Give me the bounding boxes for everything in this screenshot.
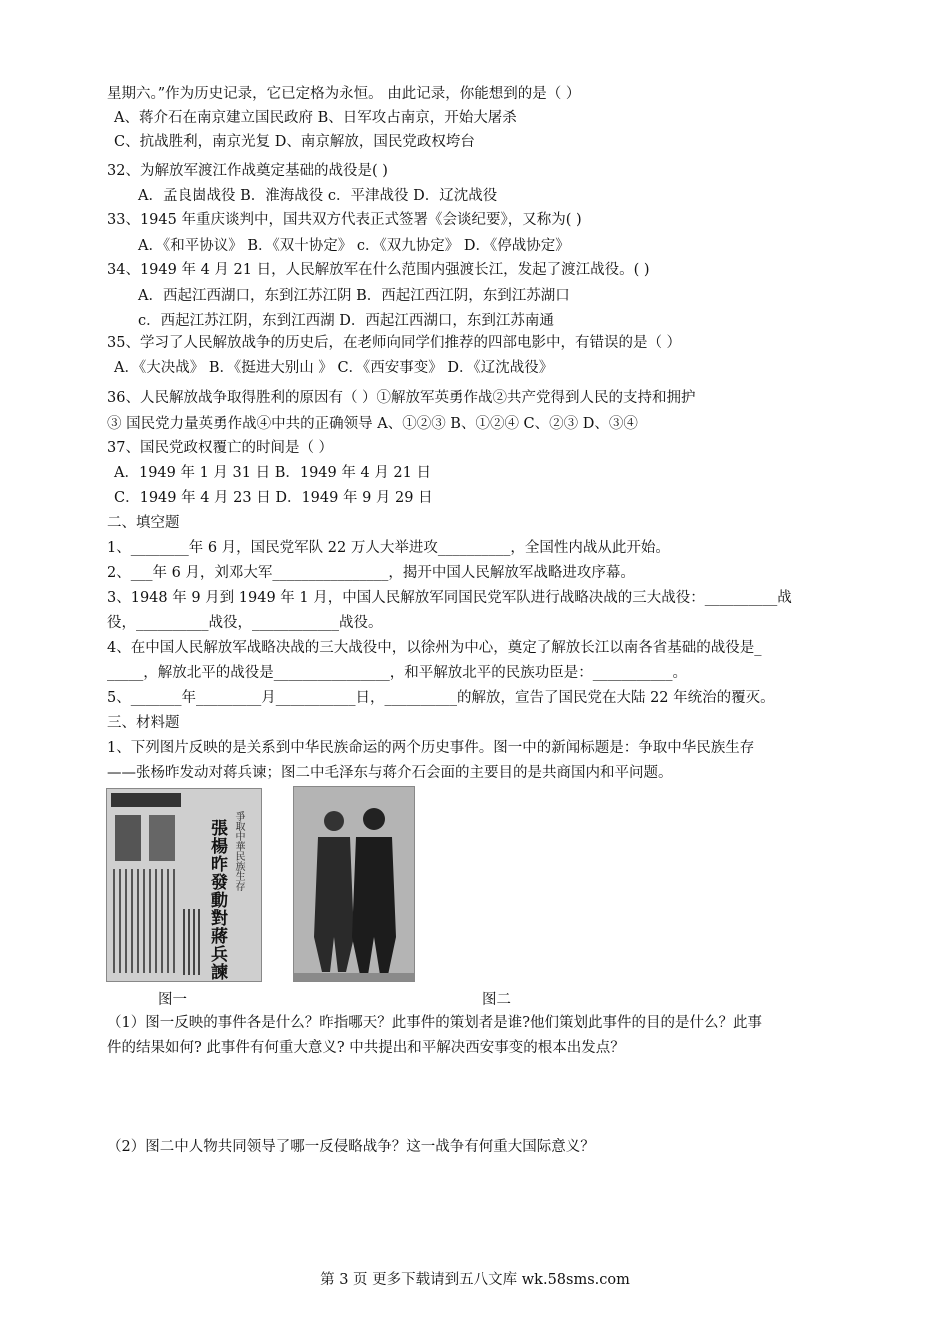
- question-37-options-ab: A．1949 年 1 月 31 日 B．1949 年 4 月 21 日: [114, 465, 431, 481]
- fill-in-1: 1、________年 6 月，国民党军队 22 万人大举进攻__________，全国性内战从此开始。: [107, 540, 670, 556]
- newspaper-masthead: [111, 793, 181, 807]
- material-1-question-1-line1: （1）图一反映的事件各是什么？昨指哪天？此事件的策划者是谁?他们策划此事件的目的是什么？此事: [107, 1015, 762, 1031]
- question-33-options: A．《和平协议》 B．《双十协定》 c．《双九协定》 D．《停战协定》: [138, 238, 570, 254]
- question-31-options-ab: A、蒋介石在南京建立国民政府 B、日军攻占南京，开始大屠杀: [114, 110, 517, 126]
- question-34-options-ab: A．西起江西湖口，东到江苏江阴 B．西起江西江阴，东到江苏湖口: [138, 288, 570, 304]
- fill-in-4-line1: 4、在中国人民解放军战略决战的三大战役中，以徐州为中心，奠定了解放长江以南各省基础的战役是_: [107, 640, 762, 656]
- fill-in-3-line2: 役，__________战役，____________战役。: [107, 615, 383, 631]
- newspaper-text-columns: [113, 869, 177, 973]
- question-31-stem-end: 星期六。”作为历史记录，它已定格为永恒。 由此记录，你能想到的是（ ）: [107, 86, 581, 102]
- question-34-stem: 34、1949 年 4 月 21 日，人民解放军在什么范围内强渡长江，发起了渡江战役。( ): [107, 262, 650, 278]
- question-32-options: A．孟良崮战役 B．淮海战役 c．平津战役 D．辽沈战役: [138, 188, 498, 204]
- material-1-question-1-line2: 件的结果如何? 此事件有何重大意义? 中共提出和平解决西安事变的根本出发点？: [107, 1040, 625, 1056]
- page-footer: 第 3 页 更多下载请到五八文库 wk.58sms.com: [320, 1272, 630, 1288]
- material-1-question-2: （2）图二中人物共同领导了哪一反侵略战争？这一战争有何重大国际意义？: [107, 1139, 595, 1155]
- question-37-options-cd: C．1949 年 4 月 23 日 D．1949 年 9 月 29 日: [114, 490, 433, 506]
- material-1-intro-line2: ——张杨昨发动对蒋兵谏；图二中毛泽东与蒋介石会面的主要目的是共商国内和平问题。: [107, 765, 673, 781]
- question-33-stem: 33、1945 年重庆谈判中，国共双方代表正式签署《会谈纪要》，又称为( ): [107, 212, 582, 228]
- question-31-options-cd: C、抗战胜利，南京光复 D、南京解放，国民党政权垮台: [114, 134, 475, 150]
- figure-1-newspaper-image: [106, 788, 262, 982]
- newspaper-portrait-right: [149, 815, 175, 861]
- fill-in-3-line1: 3、1948 年 9 月到 1949 年 1 月，中国人民解放军同国民党军队进行战略决战的三大战役：__________战: [107, 590, 792, 606]
- photo-figures-graphic: [294, 787, 414, 981]
- question-36-options: ③ 国民党力量英勇作战④中共的正确领导 A、①②③ B、①②④ C、②③ D、③④: [107, 416, 638, 432]
- fill-in-4-line2: _____，解放北平的战役是________________，和平解放北平的民族功臣是：___________。: [107, 665, 687, 681]
- question-32-stem: 32、为解放军渡江作战奠定基础的战役是( ): [107, 163, 388, 179]
- material-1-intro-line1: 1、下列图片反映的是关系到中华民族命运的两个历史事件。图一中的新闻标题是：争取中华民族生存: [107, 740, 755, 756]
- fill-in-5: 5、_______年_________月___________日，__________的解放，宣告了国民党在大陆 22 年统治的覆灭。: [107, 690, 775, 706]
- figure-1-caption: 图一: [158, 992, 187, 1008]
- fill-in-2: 2、___年 6 月，刘邓大军________________，揭开中国人民解放军战略进攻序幕。: [107, 565, 635, 581]
- figure-2-caption: 图二: [482, 992, 511, 1008]
- question-36-stem: 36、人民解放战争取得胜利的原因有（ ）①解放军英勇作战②共产党得到人民的支持和拥护: [107, 390, 696, 406]
- section-fill-in-heading: 二、填空题: [107, 515, 180, 531]
- newspaper-headline: 張楊昨發動對蔣兵諫: [207, 819, 227, 981]
- question-34-options-cd: c．西起江苏江阴，东到江西湖 D．西起江西湖口，东到江苏南通: [138, 313, 554, 329]
- newspaper-portrait-left: [115, 815, 141, 861]
- newspaper-subhead: 爭取中華民族生存: [233, 811, 244, 891]
- question-37-stem: 37、国民党政权覆亡的时间是（ ）: [107, 440, 334, 456]
- question-35-stem: 35、学习了人民解放战争的历史后，在老师向同学们推荐的四部电影中，有错误的是（ ）: [107, 335, 682, 351]
- question-35-options: A．《大决战》 B．《挺进大别山 》 C．《西安事变》 D．《辽沈战役》: [114, 360, 554, 376]
- newspaper-right-columns: [183, 909, 203, 975]
- figure-2-photo-image: [293, 786, 415, 982]
- section-material-heading: 三、材料题: [107, 715, 180, 731]
